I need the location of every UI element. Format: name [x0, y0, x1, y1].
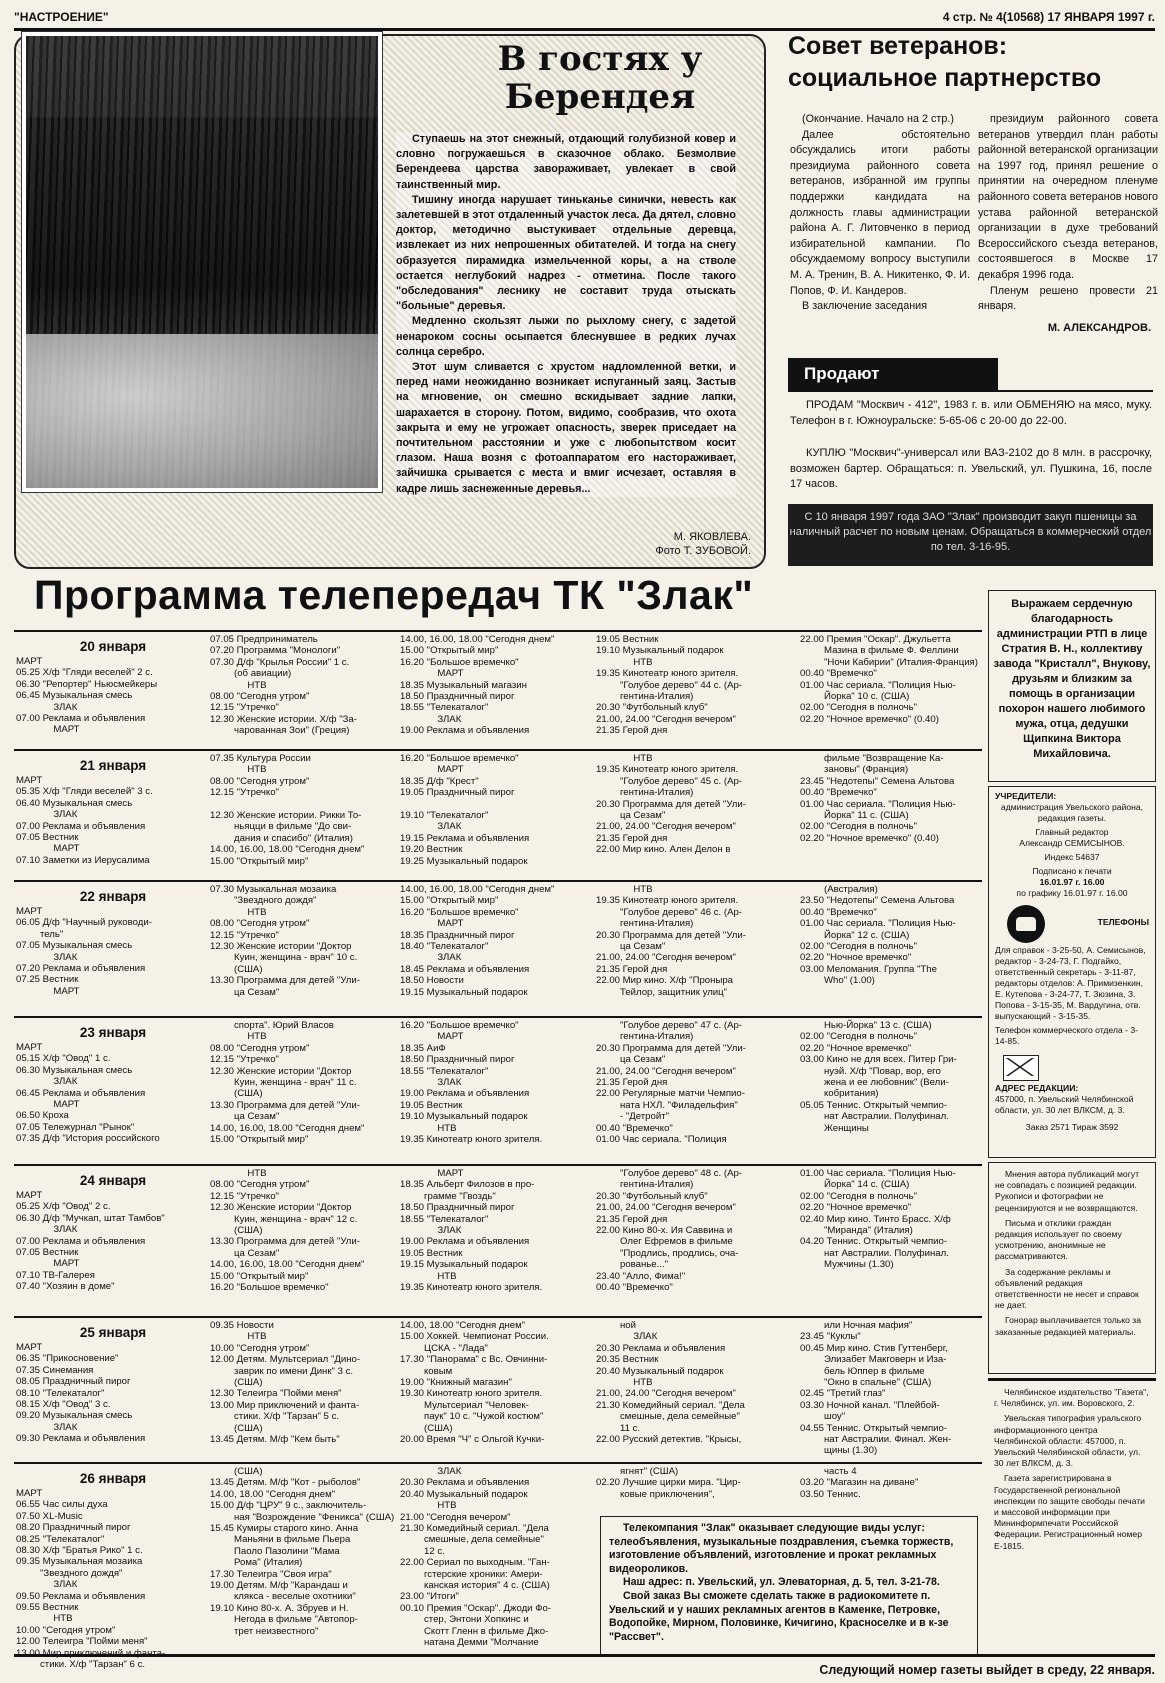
veterans-col-1 [790, 112, 970, 315]
tv-listing-text: (Австралия) 23.50 "Недотепы" Семена Альтова 00.40 "Времечко" 01.00 Час сериала. "Полиция Нью- Йорка" 12 с. (США) 02.00 "Сегодня в полночь" 02.20 "Ночное времечко" 03.00 Меломания. Группа "The Who" (1.00) [800, 884, 956, 987]
phones-label: ТЕЛЕФОНЫ [1097, 916, 1149, 927]
tv-day-block [14, 749, 982, 876]
phones: Для справок - 3-25-50, А. Семисынов, редактор - 3-24-73, Г. Подгайко, ответственный секретарь - 3-11-87, редакторы отделов: А. Примизенкин, Е. Кутепова - 3-24-77, Т. Зюзина, З. Попова - 3-15-35, М. Вардугина, отв. выпускающий - 3-15-35. [995, 945, 1146, 1021]
order-info: Заказ 2571 Тираж 3592 [1025, 1122, 1119, 1132]
tv-listing-text: МАРТ 05.35 Х/ф "Гляди веселей" 3 с. 06.40 Музыкальная смесь ЗЛАК 07.00 Реклама и объявления 07.05 Вестник МАРТ 07.10 Заметки из Иерусалима [16, 775, 153, 866]
publisher-paragraph: Газета зарегистрирована в Государственной региональной инспекции по защите свободы печати и массовой информации при Мининформпечати Российской Федерации. Регистрационный номер Е-1815. [994, 1473, 1145, 1551]
veterans-title: Совет ветеранов: социальное партнерство [788, 32, 1102, 92]
tv-day-column [210, 1320, 398, 1445]
commercial-phone: Телефон коммерческого отдела - 3-14-85. [995, 1025, 1138, 1046]
feature-body [396, 132, 736, 497]
tv-listing-text: спорта". Юрий Власов НТВ 08.00 "Сегодня утром" 12.15 "Утречко" 12.30 Женские истории "Доктор Куин, женщина - врач" 11 с. (США) 13.30 Программа для детей "Ули- ца Сезам" 14.00, 16.00, 18.00 "Сегодня днем" 15.00 "Открытый мир" [210, 1020, 365, 1146]
tv-day-column [800, 884, 982, 987]
tv-day-title: 26 января [79, 1471, 147, 1486]
feature-paragraph: Тишину иногда нарушает тиньканье синички, невесть как залетевшей в этот отдаленный участок леса. Да дятел, словно доктор, методично выстукивает отдельные деревца, извлекает из них непрошенных обитателей. И тогда на снегу образуется пирамидка измельченной коры, а на стволе остается неглубокий надрез - отметина. После такого "обследования" леснику не составит труда отыскать "больные" деревья. [396, 193, 736, 313]
tv-listing-text: 14.00, 18.00 "Сегодня днем" 15.00 Хоккей. Чемпионат России. ЦСКА - "Лада" 17.30 "Панорама" с Вс. Овчинни- ковым 19.00 "Книжный магазин" 19.30 Кинотеатр юного зрителя. Мультсериал "Человек- паук" 10 с. "Чужой костюм" (США) 20.00 Время "Ч" с Ольгой Кучки- [400, 1320, 549, 1446]
tv-day-column [16, 1320, 210, 1445]
tv-listing-text: МАРТ 18.35 Альберт Филозов в про- грамме "Гвоздь" 18.50 Праздничный пирог 18.55 "Телекаталог" ЗЛАК 19.00 Реклама и объявления 19.05 Вестник 19.15 Музыкальный подарок НТВ 19.35 Кинотеатр юного зрителя. [400, 1168, 543, 1294]
feature-signature [655, 530, 751, 558]
tv-day-column [596, 1466, 792, 1500]
veterans-signature: М. АЛЕКСАНДРОВ. [1047, 322, 1151, 334]
tv-listing-text: 07.35 Культура России НТВ 08.00 "Сегодня утром" 12.15 "Утречко" 12.30 Женские истории. Рикки То- ньяцци в фильме "До сви- дания и спасибо" (Италия) 14.00, 16.00, 18.00 "Сегодня днем" 15.00 "Открытый мир" [210, 753, 365, 867]
tv-listing-text: МАРТ 05.25 Х/ф "Овод" 2 с. 06.30 Д/ф "Мучкап, штат Тамбов" ЗЛАК 07.00 Реклама и объявления 07.05 Вестник МАРТ 07.10 ТВ-Галерея 07.40 "Хозяин в доме" [16, 1190, 165, 1293]
tv-listing-text: часть 4 03.20 "Магазин на диване" 03.50 Теннис. [800, 1466, 919, 1500]
tv-listing-text: "Голубое дерево" 47 с. (Ар- гентина-Италия) 20.30 Программа для детей "Ули- ца Сезам" 21.00, 24.00 "Сегодня вечером" 21.35 Герой дня 22.00 Регулярные матчи Чемпио- ната НХЛ. "Филадельфия" - "Детройт" 00.40 "Времечко" 01.00 Час сериала. "Полиция [596, 1020, 746, 1146]
tv-day-column [400, 753, 580, 867]
sale-item-text: ПРОДАМ "Москвич - 412", 1983 г. в. или ОБМЕНЯЮ на мясо, муку. Телефон в г. Южноуральске: 5-65-06 с 20-00 до 22-00. [790, 399, 1152, 427]
sale-item-text: КУПЛЮ "Москвич"-универсал или ВАЗ-2102 до 8 млн. в рассрочку, возможен бартер. Обращаться: п. Увельский, ул. Пушкина, 16, после 17 часов. [790, 447, 1152, 491]
disclaimer-paragraph: Мнения автора публикаций могут не совпадать с позицией редакции. Рукописи и фотографии не рецензируются и не возвращаются. [995, 1169, 1140, 1213]
tv-day-title: 24 января [79, 1173, 147, 1188]
tv-listing-text: 14.00, 16.00, 18.00 "Сегодня днем" 15.00 "Открытый мир" 16.20 "Большое времечко" МАРТ 18.35 Музыкальный магазин 18.50 Праздничный пирог 18.55 "Телекаталог" ЗЛАК 19.00 Реклама и объявления [400, 634, 555, 737]
tv-day-column [596, 1320, 792, 1445]
tv-day-title: 20 января [79, 639, 147, 654]
tv-listing-text: 09.35 Новости НТВ 10.00 "Сегодня утром" 12.00 Детям. Мультсериал "Дино- заврик по имени Динк" 3 с. (США) 12.30 Телеигра "Пойми меня" 13.00 Мир приключений и фанта- стики. Х/ф "Тарзан" 5 с. (США) 13.45 Детям. М/ф "Кем быть" [210, 1320, 361, 1446]
tv-listing-text: НТВ 19.35 Кинотеатр юного зрителя. "Голубое дерево" 46 с. (Ар- гентина-Италия) 20.30 Программа для детей "Ули- ца Сезам" 21.00, 24.00 "Сегодня вечером" 21.35 Герой дня 22.00 Мир кино. Х/ф "Проныра Тейлор, защитник улиц" [596, 884, 746, 998]
zlak-services-ad [600, 1516, 978, 1656]
tv-listing-text: 16.20 "Большое времечко" МАРТ 18.35 АиФ 18.50 Праздничный пирог 18.55 "Телекаталог" ЗЛАК 19.00 Реклама и объявления 19.05 Вестник 19.10 Музыкальный подарок НТВ 19.35 Кинотеатр юного зрителя. [400, 1020, 543, 1146]
feature-photo-credit: Фото Т. ЗУБОВОЙ. [655, 545, 751, 557]
publisher-paragraph: Увельская типография уральского информационного центра Челябинской области: 457000, п. Увельский Челябинской области, ул. 30 лет ВЛКСМ, д. 3. [994, 1413, 1142, 1469]
page-header [14, 6, 1155, 31]
forest-photo [22, 32, 382, 492]
tv-day-column [596, 884, 792, 998]
tv-day-column [400, 1020, 580, 1145]
imprint-box [988, 786, 1156, 1158]
tv-listing-text: МАРТ 06.05 Д/ф "Научный руководи- тель" 07.05 Музыкальная смесь ЗЛАК 07.20 Реклама и объявления 07.25 Вестник МАРТ [16, 906, 152, 997]
tv-listing-text: 16.20 "Большое времечко" МАРТ 18.35 Д/ф "Крест" 19.05 Праздничный пирог 19.10 "Телекаталог" ЗЛАК 19.15 Реклама и объявления 19.20 Вестник 19.25 Музыкальный подарок [400, 753, 530, 867]
tv-day-column [800, 634, 982, 725]
tv-day-column [16, 634, 210, 736]
zlak-purchase-ad: С 10 января 1997 года ЗАО "Злак" производит закуп пшеницы за наличный расчет по новым ценам. Обращаться в коммерческий отдел по тел. 3-16-95. [788, 504, 1153, 566]
schedule: по графику 16.01.97 г. 16.00 [1016, 888, 1128, 898]
founders: администрация Увельского района, редакция газеты. [1000, 802, 1144, 823]
feature-paragraph: Ступаешь на этот снежный, отдающий голубизной ковер и словно погружаешься в сказочное облако. Безмолвие Берендеева царства завораживает, увлекает в свой таинственный мир. [396, 133, 736, 191]
tv-day-column [210, 634, 398, 737]
tv-listing-text: фильме "Возвращение Ка- зановы" (Франция) 23.45 "Недотепы" Семена Альтова 00.40 "Времечко" 01.00 Час сериала. "Полиция Нью- Йорка" 11 с. (США) 02.00 "Сегодня в полночь" 02.20 "Ночное времечко" (0.40) [800, 753, 956, 844]
condolence-notice: Выражаем сердечную благодарность администрации РТП в лице Стратия В. Н., коллективу завода "Кристалл", Внукову, друзьям и близким за помощь в организации похорон нашего любимого мужа, отца, дедушки Щипкина Виктора Михайловича. [988, 590, 1156, 782]
publisher-paragraph: Челябинское издательство "Газета", г. Челябинск, ул. им. Воровского, 2. [994, 1387, 1149, 1409]
signed-label: Подписано к печати [1032, 866, 1112, 876]
tv-day-title: 23 января [79, 1025, 147, 1040]
tv-day-block [14, 1164, 982, 1312]
tv-day-block [14, 1316, 982, 1458]
editor-label: Главный редактор [1035, 827, 1109, 837]
tv-listing-text: НТВ 08.00 "Сегодня утром" 12.15 "Утречко" 12.30 Женские истории "Доктор Куин, женщина - врач" 12 с. (США) 13.30 Программа для детей "Ули- ца Сезам" 14.00, 16.00, 18.00 "Сегодня днем" 15.00 "Открытый мир" 16.20 "Большое времечко" [210, 1168, 365, 1294]
feature-author: М. ЯКОВЛЕВА. [673, 531, 751, 543]
tv-listing-text: ной ЗЛАК 20.30 Реклама и объявления 20.35 Вестник 20.40 Музыкальный подарок НТВ 21.00, 24.00 "Сегодня вечером" 21.30 Комедийный сериал. "Дела смешные, дела семейные" 11 с. 22.00 Русский детектив. "Крысы, [596, 1320, 745, 1446]
tv-listing-text: или Ночная мафия" 23.45 "Куклы" 00.45 Мир кино. Стив Гуттенберг, Элизабет Макговерн и Иза- бель Юппер в фильме "Окно в спальне" (США) 02.45 "Третий глаз" 03.30 Ночной канал. "Плейбой- шоу" 04.55 Теннис. Открытый чемпио- нат Австралии. Финал. Жен- щины (1.30) [800, 1320, 952, 1457]
issue-info: 4 стр. № 4(10568) 17 ЯНВАРЯ 1997 г. [942, 10, 1155, 24]
tv-day-column [400, 1466, 580, 1649]
envelope-icon [1003, 1055, 1039, 1081]
telephone-icon [1007, 905, 1045, 943]
tv-listing-text: ЗЛАК 20.30 Реклама и объявления 20.40 Музыкальный подарок НТВ 21.00 "Сегодня вечером" 21.30 Комедийный сериал. "Дела смешные, дела семейные" 12 с. 22.00 Сериал по выходным. "Ган- гстерские хроники: Амери- канская история" 4 с. (США) 23.00 "Итоги" 00.10 Премия "Оскар". Джоди Фо- стер, Энтони Хопкинс и Скотт Гленн в фильме Джо- натана Демми "Молчание [400, 1466, 552, 1649]
tv-day-column [596, 1020, 792, 1145]
page-footer [14, 1654, 1155, 1683]
tv-day-column [596, 634, 792, 737]
veterans-paragraph: (Окончание. Начало на 2 стр.) [802, 113, 954, 125]
tv-listing-text: (США) 13.45 Детям. М/ф "Кот - рыболов" 14.00, 18.00 "Сегодня днем" 15.00 Д/ф "ЦРУ" 9 с., заключитель- ная "Возрождение "Феникса" (США) 15.45 Кумиры старого кино. Анна Маньяни в фильме Пьера Паоло Пазолини "Мама Рома" (Италия) 17.30 Телеигра "Своя игра" 19.00 Детям. М/ф "Карандаш и клякса - веселые охотники" 19.10 Кино 80-х. А. Збруев и Н. Негода в фильме "Автопор- трет неизвестного" [210, 1466, 395, 1637]
tv-day-column [800, 1320, 982, 1457]
sale-item [790, 446, 1152, 493]
tv-listing-text: 22.00 Премия "Оскар". Джульетта Мазина в фильме Ф. Феллини "Ночи Кабирии" (Италия-Франция) 00.40 "Времечко" 01.00 Час сериала. "Полиция Нью- Йорка" 10 с. (США) 02.00 "Сегодня в полночь" 02.20 "Ночное времечко" (0.40) [800, 634, 978, 725]
disclaimer-paragraph: За содержание рекламы и объявлений редакция ответственности не несет и справок не дает. [995, 1266, 1139, 1311]
tv-day-title: 22 января [79, 889, 147, 904]
tv-listing-text: 14.00, 16.00, 18.00 "Сегодня днем" 15.00 "Открытый мир" 16.20 "Большое времечко" МАРТ 18.35 Праздничный пирог 18.40 "Телекаталог" ЗЛАК 18.45 Реклама и объявления 18.50 Новости 19.15 Музыкальный подарок [400, 884, 555, 998]
feature-paragraph: Медленно скользят лыжи по рыхлому снегу, с задетой ненароком сосны осыпается блеснувшее в редких лучах солнца серебро. [396, 315, 736, 358]
editor-name: Александр СЕМИСЫНОВ. [1019, 838, 1125, 848]
services-paragraph: Свой заказ Вы сможете сделать также в радиокомитете п. Увельский и у наших рекламных агентов в Каменке, Петровке, Водопойке, Мирном, Половинке, Кичигино, Красноселке и в к-зе "Рассвет". [609, 1589, 949, 1643]
veterans-paragraph: Пленум решено провести 21 января. [978, 284, 1158, 313]
sale-divider [788, 390, 1153, 392]
tv-day-column [16, 884, 210, 997]
next-issue-note: Следующий номер газеты выйдет в среду, 22 января. [819, 1663, 1155, 1677]
tv-day-column [596, 753, 792, 856]
tv-day-column [400, 884, 580, 998]
veterans-col-2 [978, 112, 1158, 315]
tv-program-title: Программа телепередач ТК "Злак" [34, 572, 754, 618]
tv-day-column [210, 1168, 398, 1293]
tv-listing-text: МАРТ 06.35 "Прикосновение" 07.35 Синемания 08.05 Праздничный пирог 08.10 "Телекаталог" 08.15 Х/ф "Овод" 3 с. 09.20 Музыкальная смесь ЗЛАК 09.30 Реклама и объявления [16, 1342, 146, 1445]
editorial-disclaimer [988, 1162, 1156, 1374]
tv-day-column [210, 884, 398, 998]
tv-listing-text: 19.05 Вестник 19.10 Музыкальный подарок НТВ 19.35 Кинотеатр юного зрителя. "Голубое дерево" 44 с. (Ар- гентина-Италия) 20.30 "Футбольный клуб" 21.00, 24.00 "Сегодня вечером" 21.35 Герой дня [596, 634, 743, 737]
feature-title: В гостях у Берендея [497, 39, 703, 117]
tv-day-column [16, 1466, 210, 1671]
tv-day-column [210, 753, 398, 867]
tv-schedule [14, 630, 982, 1671]
tv-day-title: 21 января [79, 758, 147, 773]
tv-day-block [14, 630, 982, 745]
tv-listing-text: "Голубое дерево" 48 с. (Ар- гентина-Италия) 20.30 "Футбольный клуб" 21.00, 24.00 "Сегодня вечером" 21.35 Герой дня 22.00 Кино 80-х. Ия Саввина и Олег Ефремов в фильме "Продлись, продлись, оча- рованье..." 23.40 "Алло, Фима!" 00.40 "Времечко" [596, 1168, 743, 1294]
tv-day-column [16, 753, 210, 866]
tv-day-column [800, 1168, 982, 1271]
veterans-paragraph: В заключение заседания [802, 300, 928, 313]
services-paragraph: Телекомпания "Злак" оказывает следующие виды услуг: телеобъявления, музыкальные поздравления, съемка торжеств, изготовление объявлений, изготовление и прокат рекламных видеороликов. [609, 1522, 954, 1575]
tv-listing-text: МАРТ 06.55 Час силы духа 07.50 XL-Music 08.20 Праздничный пирог 08.25 "Телекаталог" 08.30 Х/ф "Братья Рико" 1 с. 09.35 Музыкальная мозаика "Звездного дождя" ЗЛАК 09.50 Реклама и объявления 09.55 Вестник НТВ 10.00 "Сегодня утром" 12.00 Телеигра "Пойми меня" 13.00 Мир приключений и фанта- стики. Х/ф "Тарзан" 6 с. [16, 1488, 166, 1671]
address-label: АДРЕС РЕДАКЦИИ: [995, 1083, 1079, 1093]
services-paragraph: Наш адрес: п. Увельский, ул. Элеваторная, д. 5, тел. 3-21-78. [623, 1576, 940, 1589]
address: 457000, п. Увельский Челябинской области, ул. 30 лет ВЛКСМ, д. 3. [995, 1094, 1134, 1115]
tv-day-column [800, 1466, 982, 1500]
tv-day-column [16, 1020, 210, 1145]
feature-paragraph: Этот шум сливается с хрустом надломленной ветки, и перед нами неожиданно возникает испуганный заяц. Застыв на мгновение, он смешно вскидывает задние лапки, шарахается в сторону. Потом, видимо, сообразив, что охота закрыта и ему не угрожает опасность, зверек приседает на почтительном расстоянии и уже с любопытством косит глазом. Наша возня с фотоаппаратом его настораживает, зайчишка срывается с места и вмиг исчезает, оставляя в кадре лишь заснеженные деревья... [396, 361, 736, 495]
tv-listing-text: 01.00 Час сериала. "Полиция Нью- Йорка" 14 с. (США) 02.00 "Сегодня в полночь" 02.20 "Ночное времечко" 02.40 Мир кино. Тинто Брасс. Х/ф "Миранда" (Италия) 04.20 Теннис. Открытый чемпио- нат Австралии. Полуфинал. Мужчины (1.30) [800, 1168, 956, 1271]
tv-day-title: 25 января [79, 1325, 147, 1340]
tv-day-column [400, 1168, 580, 1293]
tv-day-block [14, 880, 982, 1012]
tv-listing-text: 07.30 Музыкальная мозаика "Звездного дождя" НТВ 08.00 "Сегодня утром" 12.15 "Утречко" 12.30 Женские истории "Доктор Куин, женщина - врач" 10 с. (США) 13.30 Программа для детей "Ули- ца Сезам" [210, 884, 360, 998]
tv-listing-text: МАРТ 05.15 Х/ф "Овод" 1 с. 06.30 Музыкальная смесь ЗЛАК 06.45 Реклама и объявления МАРТ 06.50 Кроха 07.05 Тележурнал "Рынок" 07.35 Д/ф "История российского [16, 1042, 160, 1145]
tv-day-column [800, 1020, 982, 1134]
publisher-info [988, 1378, 1156, 1636]
tv-listing-text: НТВ 19.35 Кинотеатр юного зрителя. "Голубое дерево" 45 с. (Ар- гентина-Италия) 20.30 Программа для детей "Ули- ца Сезам" 21.00, 24.00 "Сегодня вечером" 21.35 Герой дня 22.00 Мир кино. Ален Делон в [596, 753, 746, 856]
signed-date: 16.01.97 г. 16.00 [1039, 877, 1105, 887]
tv-day-column [210, 1020, 398, 1145]
newspaper-name: "НАСТРОЕНИЕ" [14, 10, 109, 24]
tv-day-column [800, 753, 982, 844]
tv-day-column [16, 1168, 210, 1293]
tv-day-column [596, 1168, 792, 1293]
tv-day-column [400, 634, 580, 737]
index: Индекс 54637 [1044, 852, 1100, 862]
veterans-paragraph: Далее обстоятельно обсуждались итоги работы президиума районного совета ветеранов, избранной им группы поддержки кандидата на должность главы администрации района А. Г. Литовченко в период избирательной кампании. По обсуждаемому вопросу выступили М. А. Тренин, В. А. Никитенко, Ф. И. Попов, Ф. И. Кандеров. [790, 128, 970, 297]
disclaimer-paragraph: Гонорар выплачивается только за заказанные редакцией материалы. [995, 1315, 1141, 1337]
tv-day-column [210, 1466, 398, 1637]
founders-label: УЧРЕДИТЕЛИ: [995, 791, 1057, 801]
tv-listing-text: Нью-Йорка" 13 с. (США) 02.00 "Сегодня в полночь" 02.20 "Ночное времечко" 03.00 Кино не для всех. Питер Гри- нуэй. Х/ф "Повар, вор, его жена и ее любовник" (Вели- кобритания) 05.05 Теннис. Открытый чемпио- нат Австралии. Полуфинал. Женщины [800, 1020, 957, 1134]
sale-heading: Продают [788, 358, 998, 390]
sale-item [790, 398, 1152, 429]
disclaimer-paragraph: Письма и отклики граждан редакция использует по своему усмотрению, анонимные не рассматриваются. [995, 1217, 1122, 1262]
veterans-paragraph: президиум районного совета ветеранов утвердил план работы районной ветеранской организации на 1997 год, принял решение о принятии на очередном пленуме районного совета ветеранов нового устава районной ветеранской организации в духе требований Всероссийского съезда ветеранов, состоявшегося в Москве 17 декабря 1996 года. [978, 113, 1158, 281]
tv-day-block [14, 1016, 982, 1160]
tv-listing-text: МАРТ 05.25 Х/ф "Гляди веселей" 2 с. 06.30 "Репортер" Ньюсмейкеры 06.45 Музыкальная смесь ЗЛАК 07.00 Реклама и объявления МАРТ [16, 656, 158, 736]
tv-listing-text: ягнят" (США) 02.20 Лучшие цирки мира. "Цир- ковые приключения", [596, 1466, 741, 1500]
tv-day-column [400, 1320, 580, 1445]
tv-listing-text: 07.05 Предприниматель 07.20 Программа "Монологи" 07.30 Д/ф "Крылья России" 1 с. (об авиации) НТВ 08.00 "Сегодня утром" 12.15 "Утречко" 12.30 Женские истории. Х/ф "За- чарованная Зои" (Греция) [210, 634, 357, 737]
